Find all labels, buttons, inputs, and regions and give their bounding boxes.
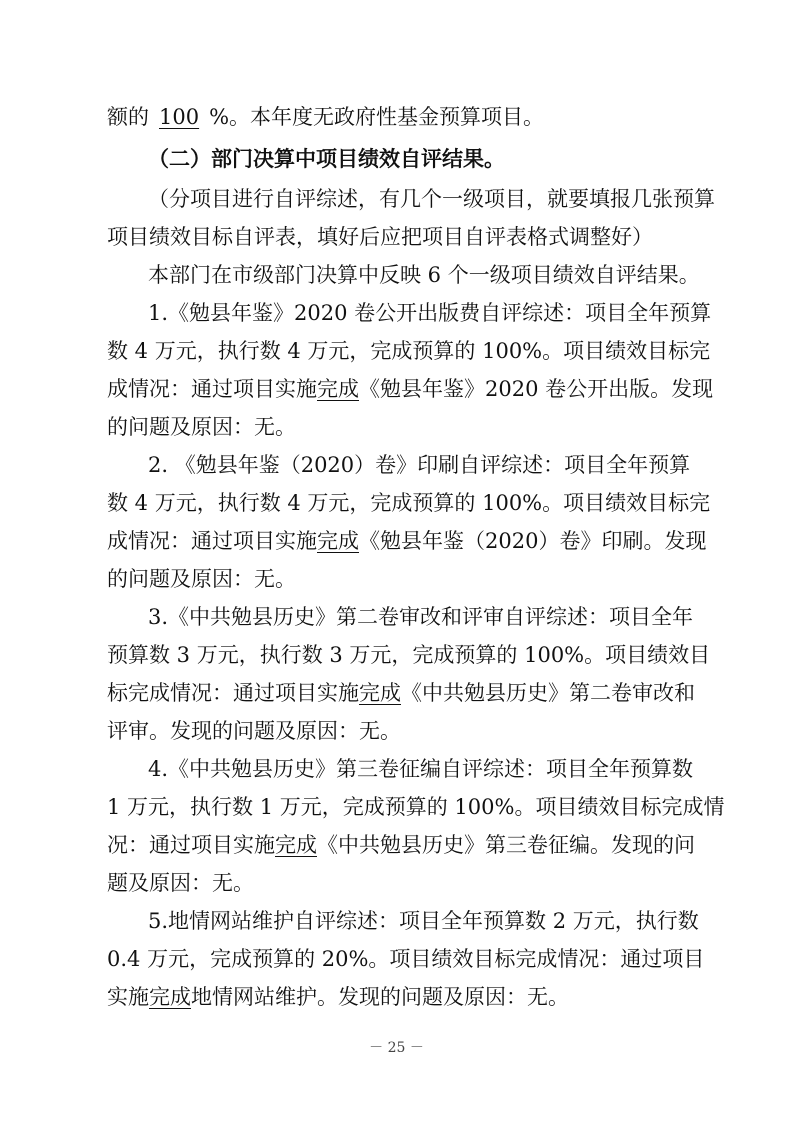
paragraph-line: 1.《勉县年鉴》2020 卷公开出版费自评综述：项目全年预算 (148, 301, 712, 325)
paragraph-line: 3.《中共勉县历史》第二卷审改和评审自评综述：项目全年 (148, 605, 694, 629)
paragraph-line: 预算数 3 万元，执行数 3 万元，完成预算的 100%。项目绩效目 (107, 643, 711, 667)
text: %。本年度无政府性基金预算项目。 (209, 105, 545, 129)
paragraph-line (107, 984, 688, 1010)
underlined-text: 完成 (149, 985, 191, 1009)
paragraph-line: 0.4 万元，完成预算的 20%。项目绩效目标完成情况：通过项目 (107, 947, 705, 971)
page-number: － 25 － (369, 1040, 424, 1056)
text: 况：通过项目实施 (107, 833, 275, 857)
section-heading: （二）部门决算中项目绩效自评结果。 (148, 147, 505, 171)
underlined-value: 100 (159, 105, 200, 129)
underlined-text: 完成 (317, 377, 359, 401)
paragraph-line (107, 680, 695, 706)
paragraph-line: 评审。发现的问题及原因：无。 (107, 719, 401, 743)
paragraph-line: 本部门在市级部门决算中反映 6 个一级项目绩效自评结果。 (148, 263, 700, 287)
text: 额的 (107, 105, 149, 129)
paragraph-line (107, 376, 714, 402)
text: 《中共勉县历史》第三卷征编。发现的问 (317, 833, 695, 857)
paragraph-line: 1 万元，执行数 1 万元，完成预算的 100%。项目绩效目标完成情 (107, 795, 725, 819)
text: 成情况：通过项目实施 (107, 529, 317, 553)
paragraph-line (0, 104, 687, 130)
text: 标完成情况：通过项目实施 (107, 681, 359, 705)
paragraph-line: 题及原因：无。 (107, 871, 254, 895)
paragraph-line: 项目绩效目标自评表，填好后应把项目自评表格式调整好） (107, 225, 653, 249)
text: 地情网站维护。发现的问题及原因：无。 (191, 985, 569, 1009)
underlined-text: 完成 (359, 681, 401, 705)
paragraph-line (107, 832, 695, 858)
paragraph-line: 4.《中共勉县历史》第三卷征编自评综述：项目全年预算数 (148, 757, 694, 781)
paragraph-line: 2. 《勉县年鉴（2020）卷》印刷自评综述：项目全年预算 (148, 453, 691, 477)
text: 实施 (107, 985, 149, 1009)
text: 《勉县年鉴（2020）卷》印刷。发现 (359, 529, 707, 553)
paragraph-line: 5.地情网站维护自评综述：项目全年预算数 2 万元，执行数 (148, 909, 699, 933)
paragraph-line (107, 528, 707, 554)
paragraph-line: 的问题及原因：无。 (107, 567, 296, 591)
paragraph-line: （分项目进行自评综述，有几个一级项目，就要填报几张预算 (148, 187, 715, 211)
text: 《勉县年鉴》2020 卷公开出版。发现 (359, 377, 714, 401)
text: 《中共勉县历史》第二卷审改和 (401, 681, 695, 705)
text: 成情况：通过项目实施 (107, 377, 317, 401)
paragraph-line: 数 4 万元，执行数 4 万元，完成预算的 100%。项目绩效目标完 (107, 491, 711, 515)
paragraph-line: 的问题及原因：无。 (107, 415, 296, 439)
paragraph-line: 数 4 万元，执行数 4 万元，完成预算的 100%。项目绩效目标完 (107, 339, 711, 363)
underlined-text: 完成 (317, 529, 359, 553)
underlined-text: 完成 (275, 833, 317, 857)
